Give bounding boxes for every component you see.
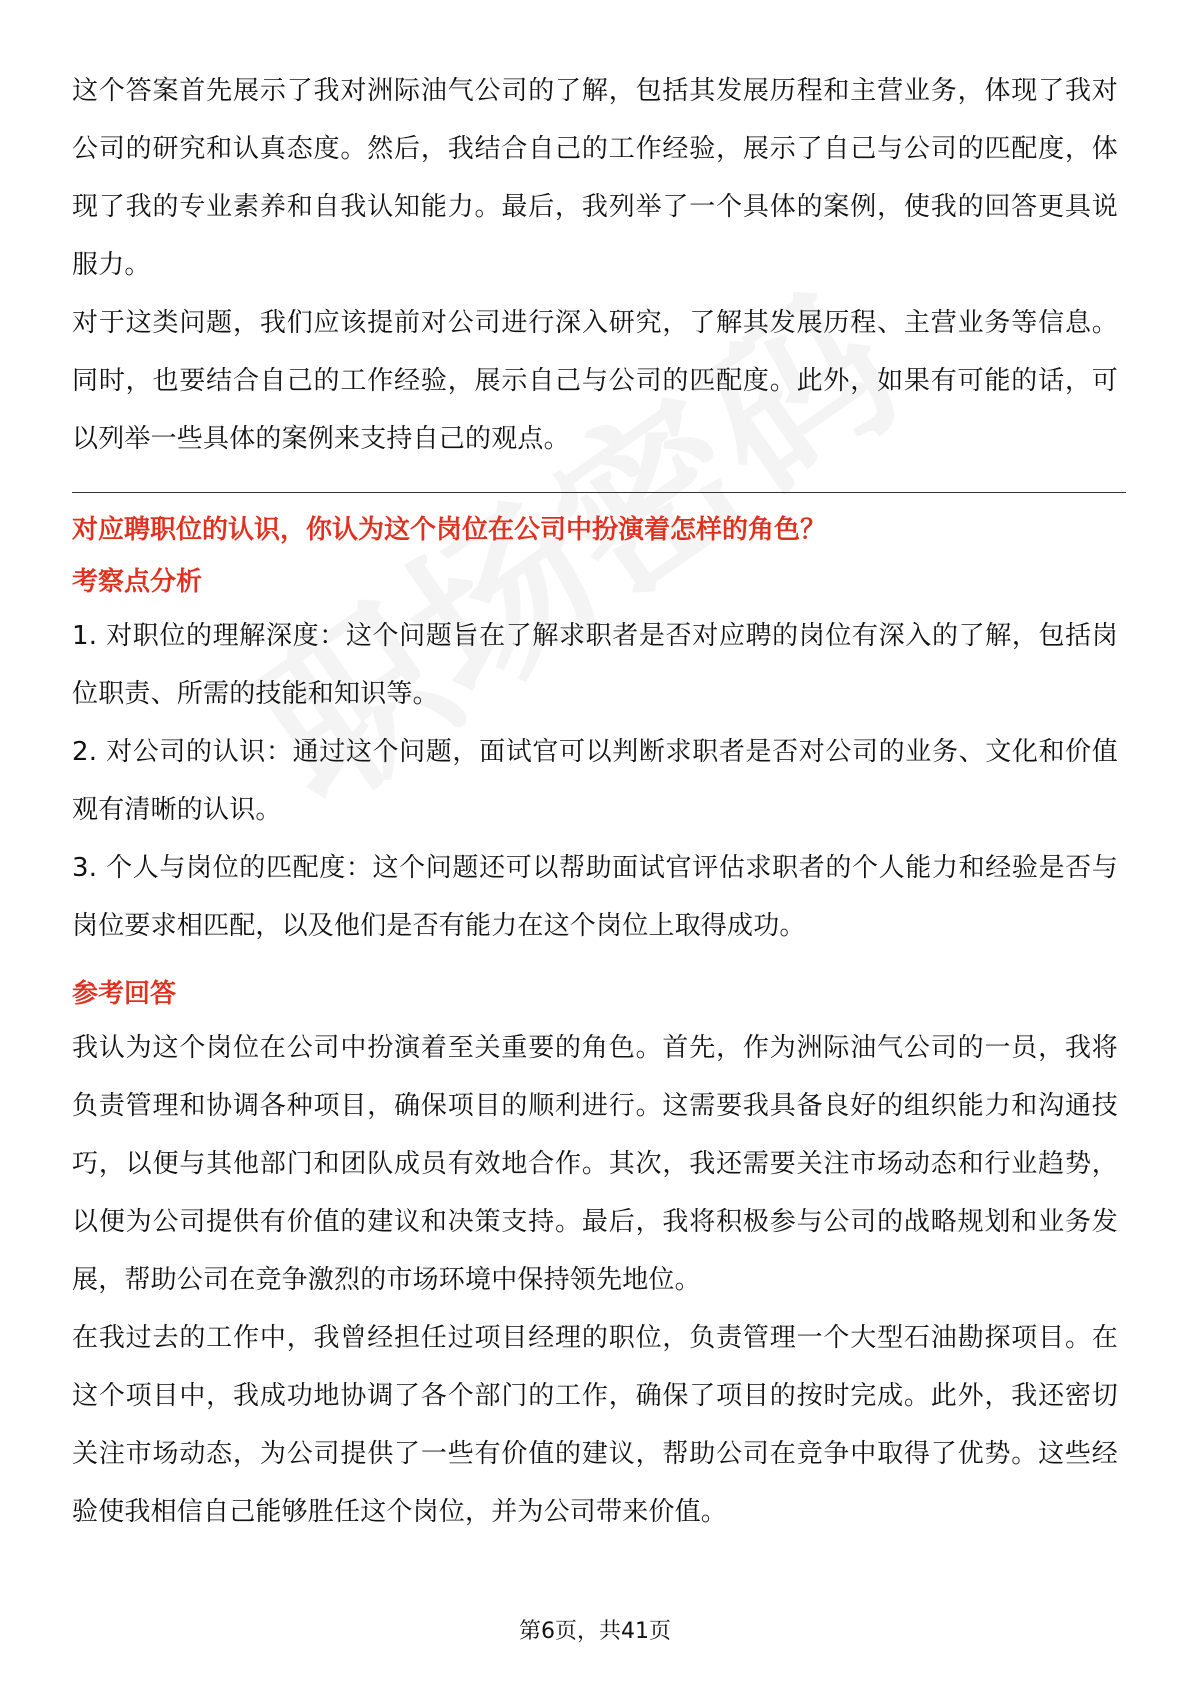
reference-paragraph-1: 我认为这个岗位在公司中扮演着至关重要的角色。首先，作为洲际油气公司的一员，我将负责管理和协调各种项目，确保项目的顺利进行。这需要我具备良好的组织能力和沟通技巧，以便与其他部门和团队成员有效地合作。其次，我还需要关注市场动态和行业趋势，以便为公司提供有价值的建议和决策支持。最后，我将积极参与公司的战略规划和业务发展，帮助公司在竞争激烈的市场环境中保持领先地位。 xyxy=(72,1033,1118,1295)
reference-heading: 参考回答 xyxy=(72,979,177,1009)
page-footer: 第6页，共41页 xyxy=(519,1619,671,1644)
intro-paragraph-2: 对于这类问题，我们应该提前对公司进行深入研究，了解其发展历程、主营业务等信息。同时，也要结合自己的工作经验，展示自己与公司的匹配度。此外，如果有可能的话，可以列举一些具体的案例来支持自己的观点。 xyxy=(72,308,1118,454)
question-heading: 对应聘职位的认识，你认为这个岗位在公司中扮演着怎样的角色？ xyxy=(72,515,827,545)
section-divider xyxy=(72,492,1126,493)
reference-paragraph-2: 在我过去的工作中，我曾经担任过项目经理的职位，负责管理一个大型石油勘探项目。在这个项目中，我成功地协调了各个部门的工作，确保了项目的按时完成。此外，我还密切关注市场动态，为公司提供了一些有价值的建议，帮助公司在竞争中取得了优势。这些经验使我相信自己能够胜任这个岗位，并为公司带来价值。 xyxy=(72,1323,1118,1527)
intro-paragraph-1: 这个答案首先展示了我对洲际油气公司的了解，包括其发展历程和主营业务，体现了我对公司的研究和认真态度。然后，我结合自己的工作经验，展示了自己与公司的匹配度，体现了我的专业素养和自我认知能力。最后，我列举了一个具体的案例，使我的回答更具说服力。 xyxy=(72,76,1118,280)
document-page xyxy=(72,62,1118,1541)
analysis-heading: 考察点分析 xyxy=(72,567,203,597)
analysis-item-2: 2. 对公司的认识：通过这个问题，面试官可以判断求职者是否对公司的业务、文化和价值观有清晰的认识。 xyxy=(72,737,1118,825)
analysis-item-3: 3. 个人与岗位的匹配度：这个问题还可以帮助面试官评估求职者的个人能力和经验是否与岗位要求相匹配，以及他们是否有能力在这个岗位上取得成功。 xyxy=(72,853,1118,941)
analysis-item-1: 1. 对职位的理解深度：这个问题旨在了解求职者是否对应聘的岗位有深入的了解，包括岗位职责、所需的技能和知识等。 xyxy=(72,621,1118,709)
